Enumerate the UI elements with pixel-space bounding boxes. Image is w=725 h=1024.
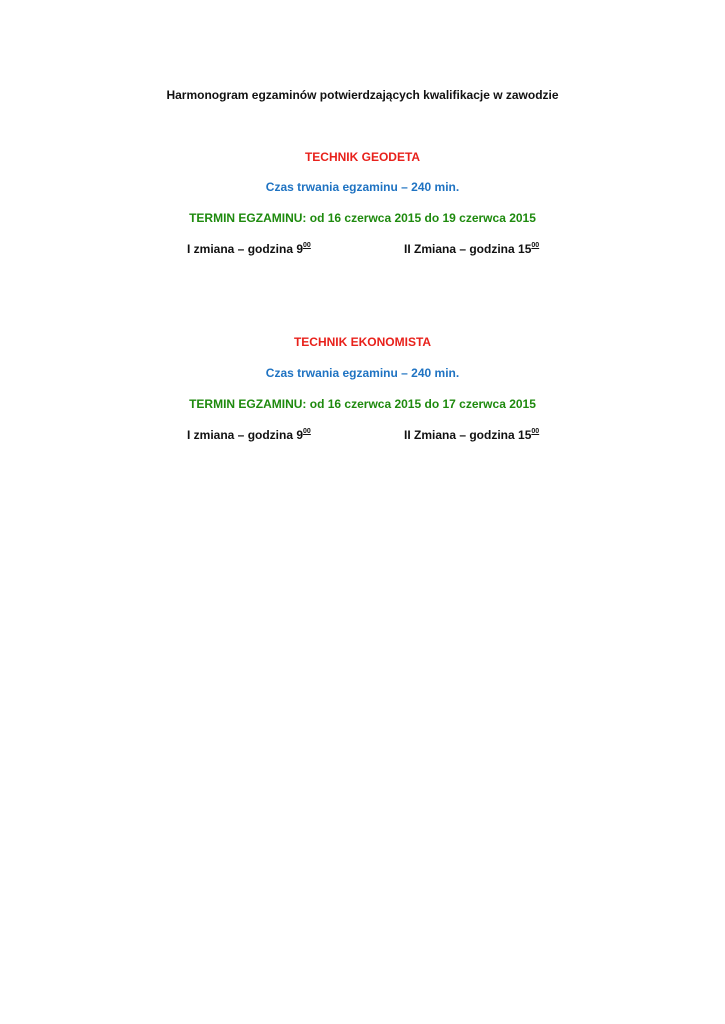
section-duration-geodeta: Czas trwania egzaminu – 240 min. <box>265 180 460 194</box>
shift2-label: II Zmiana – godzina 15 <box>404 428 532 442</box>
shift1-label: I zmiana – godzina 9 <box>187 428 304 442</box>
shift2-geodeta <box>404 242 539 256</box>
section-term-geodeta: TERMIN EGZAMINU: od 16 czerwca 2015 do 19 czerwca 2015 <box>189 211 536 225</box>
shift1-ekonomista <box>187 428 311 442</box>
section-profession-geodeta: TECHNIK GEODETA <box>304 150 421 164</box>
shift1-geodeta <box>187 242 311 256</box>
shift2-ekonomista <box>404 428 539 442</box>
section-profession-ekonomista: TECHNIK EKONOMISTA <box>293 335 432 349</box>
document-title: Harmonogram egzaminów potwierdzających kwalifikacje w zawodzie <box>166 88 559 102</box>
shift1-label: I zmiana – godzina 9 <box>187 242 304 256</box>
section-duration-ekonomista: Czas trwania egzaminu – 240 min. <box>265 366 460 380</box>
shift2-minutes: 00 <box>531 242 540 249</box>
shift2-minutes: 00 <box>531 428 540 435</box>
shift1-minutes: 00 <box>303 428 311 435</box>
section-term-ekonomista: TERMIN EGZAMINU: od 16 czerwca 2015 do 17 czerwca 2015 <box>189 397 536 411</box>
shift2-label: II Zmiana – godzina 15 <box>404 242 532 256</box>
shift1-minutes: 00 <box>303 242 311 249</box>
